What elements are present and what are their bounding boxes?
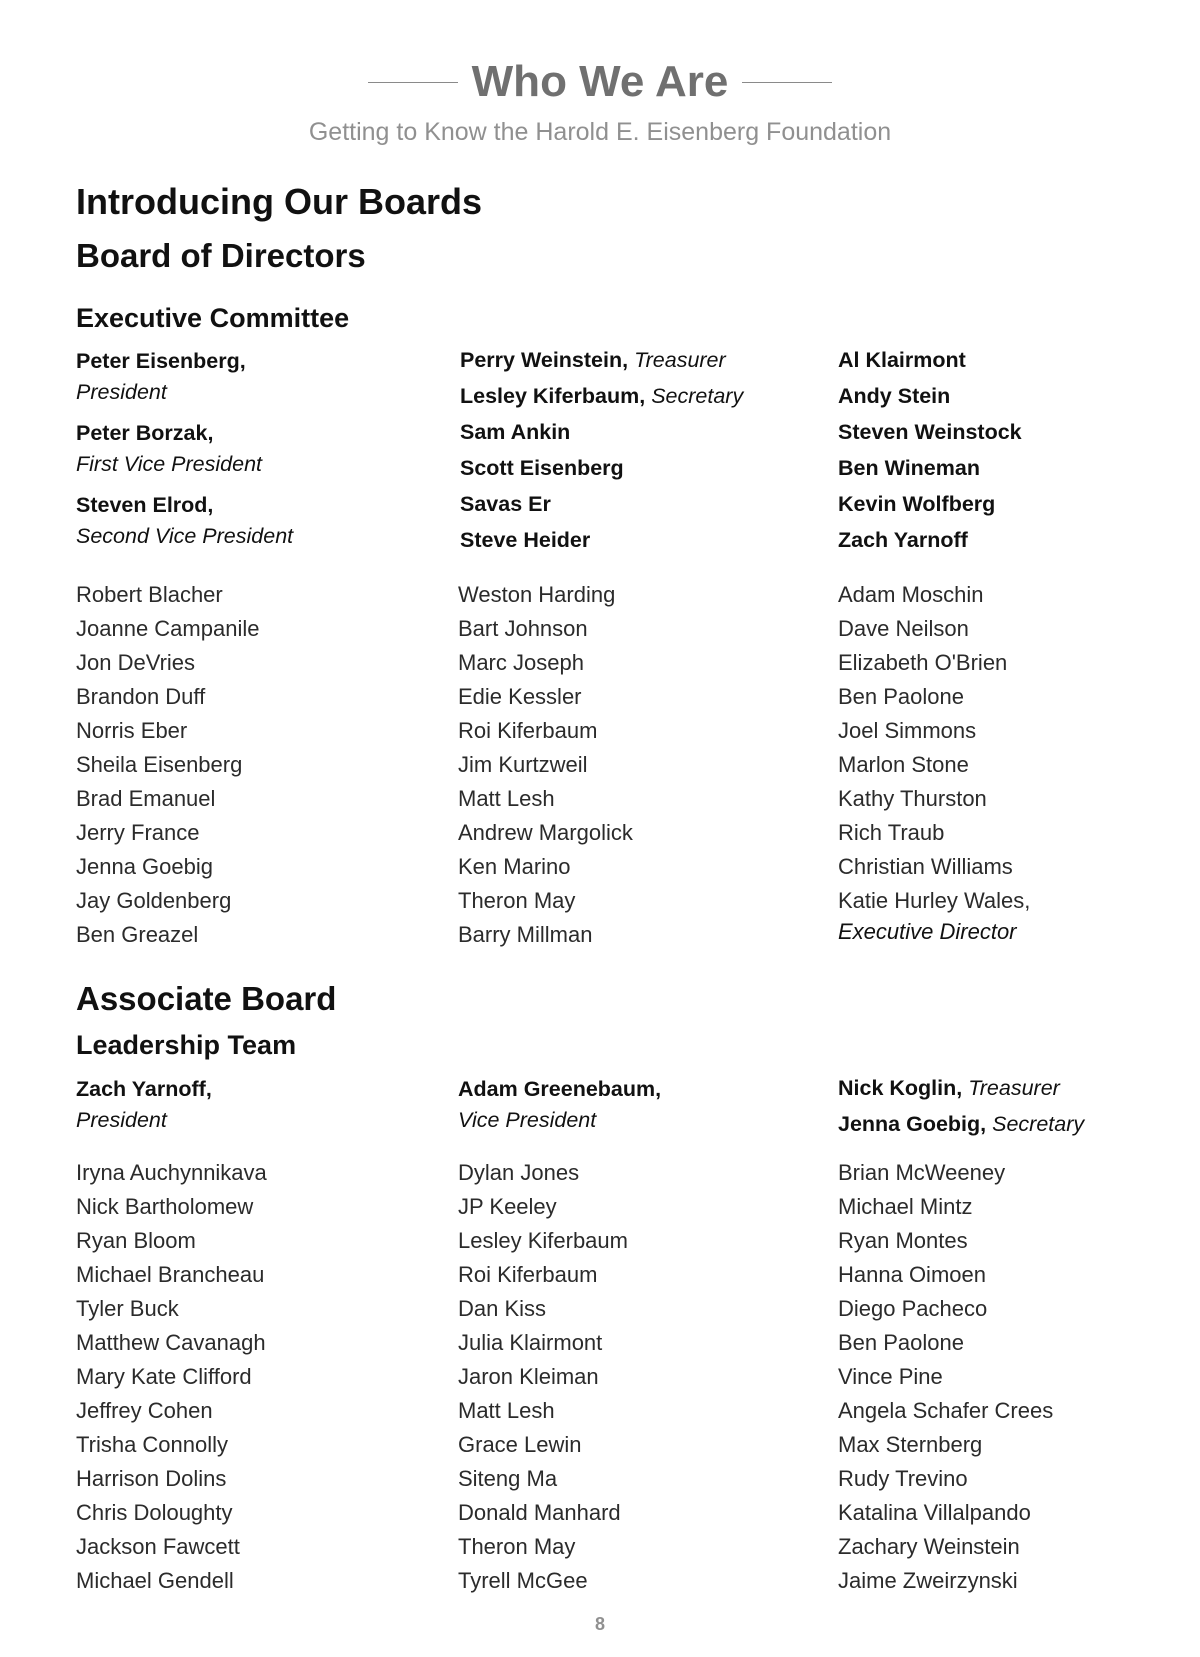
list-item [838, 1564, 1053, 1598]
person-name: JP Keeley [458, 1194, 557, 1219]
person-name: Marc Joseph [458, 650, 584, 675]
person-name: Sheila Eisenberg [76, 752, 243, 777]
list-item [76, 850, 259, 884]
list-item [458, 1258, 628, 1292]
person-name: Hanna Oimoen [838, 1262, 986, 1287]
person-name: Kevin Wolfberg [838, 492, 996, 516]
list-item [76, 1224, 267, 1258]
board-members-col-3 [838, 578, 1030, 946]
person-name: Jackson Fawcett [76, 1534, 240, 1559]
list-item [838, 850, 1030, 884]
person-name: Tyrell McGee [458, 1568, 588, 1593]
person-name: Robert Blacher [76, 582, 223, 607]
person-name: Rudy Trevino [838, 1466, 968, 1491]
leadership-col-2 [458, 1074, 661, 1146]
person-name: Perry Weinstein, [460, 348, 629, 372]
person-name: Adam Moschin [838, 582, 984, 607]
list-item [458, 1074, 661, 1136]
person-name: Ryan Bloom [76, 1228, 196, 1253]
page-number: 8 [594, 1614, 605, 1634]
person-role: President [76, 380, 167, 404]
person-name: Steven Elrod, [76, 493, 214, 517]
person-name: Harrison Dolins [76, 1466, 227, 1491]
list-item [458, 612, 633, 646]
executive-officers-col-2 [460, 342, 743, 558]
person-name: Ben Paolone [838, 684, 964, 709]
person-name: Vince Pine [838, 1364, 943, 1389]
list-item [838, 816, 1030, 850]
list-item [76, 1360, 267, 1394]
list-item [76, 1190, 267, 1224]
person-name: Brian McWeeney [838, 1160, 1006, 1185]
list-item [458, 1326, 628, 1360]
list-item [838, 1462, 1053, 1496]
list-item [76, 1394, 267, 1428]
list-item [460, 450, 743, 486]
person-role: First Vice President [76, 452, 263, 476]
list-item [76, 612, 259, 646]
associate-board-heading: Associate Board [76, 980, 337, 1017]
list-item [838, 1496, 1053, 1530]
list-item [76, 748, 259, 782]
associate-members-col-2 [458, 1156, 628, 1598]
list-item [458, 1394, 628, 1428]
leadership-col-3 [838, 1070, 1084, 1142]
person-name: Theron May [458, 888, 576, 913]
person-name: Julia Klairmont [458, 1330, 603, 1355]
person-role: Secretary [992, 1112, 1085, 1136]
list-item [838, 748, 1030, 782]
list-item [838, 680, 1030, 714]
person-name: Christian Williams [838, 854, 1013, 879]
list-item [76, 578, 259, 612]
person-name: Jenna Goebig [76, 854, 213, 879]
list-item [838, 782, 1030, 816]
list-item [838, 378, 1022, 414]
list-item [458, 1496, 628, 1530]
person-role: President [76, 1108, 167, 1132]
list-item [838, 1530, 1053, 1564]
person-name: Katie Hurley Wales, [838, 888, 1031, 913]
person-name: Iryna Auchynnikava [76, 1160, 267, 1185]
page-subtitle: Getting to Know the Harold E. Eisenberg Foundation [308, 118, 892, 146]
list-item [76, 1074, 212, 1136]
person-name: Michael Brancheau [76, 1262, 265, 1287]
list-item [838, 1106, 1084, 1142]
person-name: Jenna Goebig, [838, 1112, 987, 1136]
header-left-rule [368, 82, 458, 83]
list-item [458, 1224, 628, 1258]
list-item [838, 612, 1030, 646]
leadership-team-heading: Leadership Team [76, 1030, 297, 1060]
list-item [458, 1292, 628, 1326]
list-item [76, 1496, 267, 1530]
list-item [460, 414, 743, 450]
list-item [76, 918, 259, 952]
list-item [838, 1360, 1053, 1394]
list-item [458, 782, 633, 816]
intro-heading: Introducing Our Boards [76, 181, 483, 222]
board-of-directors-heading: Board of Directors [76, 237, 366, 274]
person-name: Kathy Thurston [838, 786, 987, 811]
list-item [76, 1292, 267, 1326]
list-item [458, 748, 633, 782]
list-item [838, 1292, 1053, 1326]
list-item [838, 1394, 1053, 1428]
list-item [76, 1156, 267, 1190]
person-name: Andrew Margolick [458, 820, 633, 845]
person-name: Elizabeth O'Brien [838, 650, 1008, 675]
person-name: Jaime Zweirzynski [838, 1568, 1018, 1593]
person-name: Jerry France [76, 820, 200, 845]
person-name: Dylan Jones [458, 1160, 580, 1185]
list-item [76, 714, 259, 748]
person-name: Rich Traub [838, 820, 945, 845]
header-right-rule [742, 82, 832, 83]
person-name: Barry Millman [458, 922, 593, 947]
person-name: Angela Schafer Crees [838, 1398, 1054, 1423]
person-name: Theron May [458, 1534, 576, 1559]
person-name: Jaron Kleiman [458, 1364, 599, 1389]
list-item [458, 1462, 628, 1496]
list-item [76, 646, 259, 680]
person-role: Executive Director [838, 919, 1017, 944]
list-item [460, 486, 743, 522]
person-name: Dave Neilson [838, 616, 969, 641]
list-item [460, 378, 743, 414]
person-name: Ben Wineman [838, 456, 980, 480]
list-item [458, 816, 633, 850]
person-name: Ben Greazel [76, 922, 199, 947]
list-item [76, 1326, 267, 1360]
person-name: Savas Er [460, 492, 551, 516]
executive-officers-col-3 [838, 342, 1022, 558]
person-name: Brad Emanuel [76, 786, 216, 811]
person-name: Al Klairmont [838, 348, 966, 372]
list-item [458, 680, 633, 714]
list-item [76, 1428, 267, 1462]
person-name: Diego Pacheco [838, 1296, 988, 1321]
person-name: Lesley Kiferbaum [458, 1228, 628, 1253]
person-role: Treasurer [634, 348, 726, 372]
person-name: Adam Greenebaum, [458, 1077, 662, 1101]
executive-officers-col-1 [76, 346, 293, 562]
person-name: Donald Manhard [458, 1500, 621, 1525]
list-item [838, 1224, 1053, 1258]
list-item [458, 646, 633, 680]
person-name: Zach Yarnoff, [76, 1077, 212, 1101]
person-name: Sam Ankin [460, 420, 571, 444]
list-item [76, 680, 259, 714]
list-item [458, 884, 633, 918]
list-item [838, 1258, 1053, 1292]
list-item [838, 884, 1030, 946]
person-name: Mary Kate Clifford [76, 1364, 252, 1389]
person-name: Marlon Stone [838, 752, 969, 777]
person-name: Tyler Buck [76, 1296, 179, 1321]
list-item [838, 1326, 1053, 1360]
list-item [458, 1564, 628, 1598]
person-name: Katalina Villalpando [838, 1500, 1031, 1525]
person-name: Matt Lesh [458, 786, 555, 811]
person-name: Peter Borzak, [76, 421, 214, 445]
page-header [0, 52, 1200, 112]
associate-members-col-1 [76, 1156, 267, 1598]
list-item [76, 884, 259, 918]
list-item [458, 850, 633, 884]
list-item [460, 342, 743, 378]
list-item [838, 578, 1030, 612]
list-item [76, 418, 293, 480]
list-item [76, 782, 259, 816]
list-item [76, 1564, 267, 1598]
person-name: Lesley Kiferbaum, [460, 384, 646, 408]
board-members-col-1 [76, 578, 259, 952]
list-item [838, 342, 1022, 378]
person-name: Weston Harding [458, 582, 616, 607]
person-name: Ben Paolone [838, 1330, 964, 1355]
list-item [838, 486, 1022, 522]
person-name: Peter Eisenberg, [76, 349, 246, 373]
list-item [76, 490, 293, 552]
person-role: Vice President [458, 1108, 597, 1132]
person-name: Scott Eisenberg [460, 456, 624, 480]
list-item [76, 1462, 267, 1496]
list-item [458, 1190, 628, 1224]
person-name: Jay Goldenberg [76, 888, 232, 913]
person-name: Matthew Cavanagh [76, 1330, 266, 1355]
person-name: Roi Kiferbaum [458, 718, 598, 743]
person-name: Edie Kessler [458, 684, 582, 709]
list-item [458, 1530, 628, 1564]
person-name: Joel Simmons [838, 718, 977, 743]
list-item [458, 578, 633, 612]
list-item [76, 1530, 267, 1564]
person-name: Siteng Ma [458, 1466, 558, 1491]
person-name: Steve Heider [460, 528, 591, 552]
person-name: Dan Kiss [458, 1296, 547, 1321]
list-item [460, 522, 743, 558]
executive-committee-heading: Executive Committee [76, 303, 350, 333]
person-name: Jon DeVries [76, 650, 196, 675]
list-item [76, 816, 259, 850]
person-role: Second Vice President [76, 524, 294, 548]
person-name: Bart Johnson [458, 616, 588, 641]
person-name: Michael Mintz [838, 1194, 973, 1219]
list-item [838, 522, 1022, 558]
list-item [838, 414, 1022, 450]
list-item [458, 1428, 628, 1462]
list-item [838, 646, 1030, 680]
person-name: Norris Eber [76, 718, 188, 743]
person-name: Trisha Connolly [76, 1432, 229, 1457]
list-item [458, 714, 633, 748]
person-name: Michael Gendell [76, 1568, 234, 1593]
list-item [838, 1156, 1053, 1190]
person-name: Andy Stein [838, 384, 951, 408]
list-item [458, 918, 633, 952]
list-item [838, 1428, 1053, 1462]
person-role: Secretary [651, 384, 744, 408]
person-role: Treasurer [968, 1076, 1060, 1100]
person-name: Ken Marino [458, 854, 571, 879]
person-name: Ryan Montes [838, 1228, 968, 1253]
board-members-col-2 [458, 578, 633, 952]
list-item [838, 714, 1030, 748]
person-name: Grace Lewin [458, 1432, 582, 1457]
person-name: Steven Weinstock [838, 420, 1022, 444]
person-name: Joanne Campanile [76, 616, 260, 641]
list-item [458, 1156, 628, 1190]
list-item [838, 1070, 1084, 1106]
person-name: Jim Kurtzweil [458, 752, 588, 777]
list-item [458, 1360, 628, 1394]
person-name: Zachary Weinstein [838, 1534, 1020, 1559]
page-title: Who We Are [471, 57, 729, 106]
list-item [838, 450, 1022, 486]
person-name: Matt Lesh [458, 1398, 555, 1423]
person-name: Brandon Duff [76, 684, 206, 709]
person-name: Jeffrey Cohen [76, 1398, 213, 1423]
person-name: Roi Kiferbaum [458, 1262, 598, 1287]
list-item [838, 1190, 1053, 1224]
person-name: Chris Doloughty [76, 1500, 233, 1525]
person-name: Max Sternberg [838, 1432, 983, 1457]
person-name: Nick Bartholomew [76, 1194, 254, 1219]
person-name: Zach Yarnoff [838, 528, 968, 552]
person-name: Nick Koglin, [838, 1076, 963, 1100]
list-item [76, 1258, 267, 1292]
associate-members-col-3 [838, 1156, 1053, 1598]
leadership-col-1 [76, 1074, 212, 1146]
list-item [76, 346, 293, 408]
